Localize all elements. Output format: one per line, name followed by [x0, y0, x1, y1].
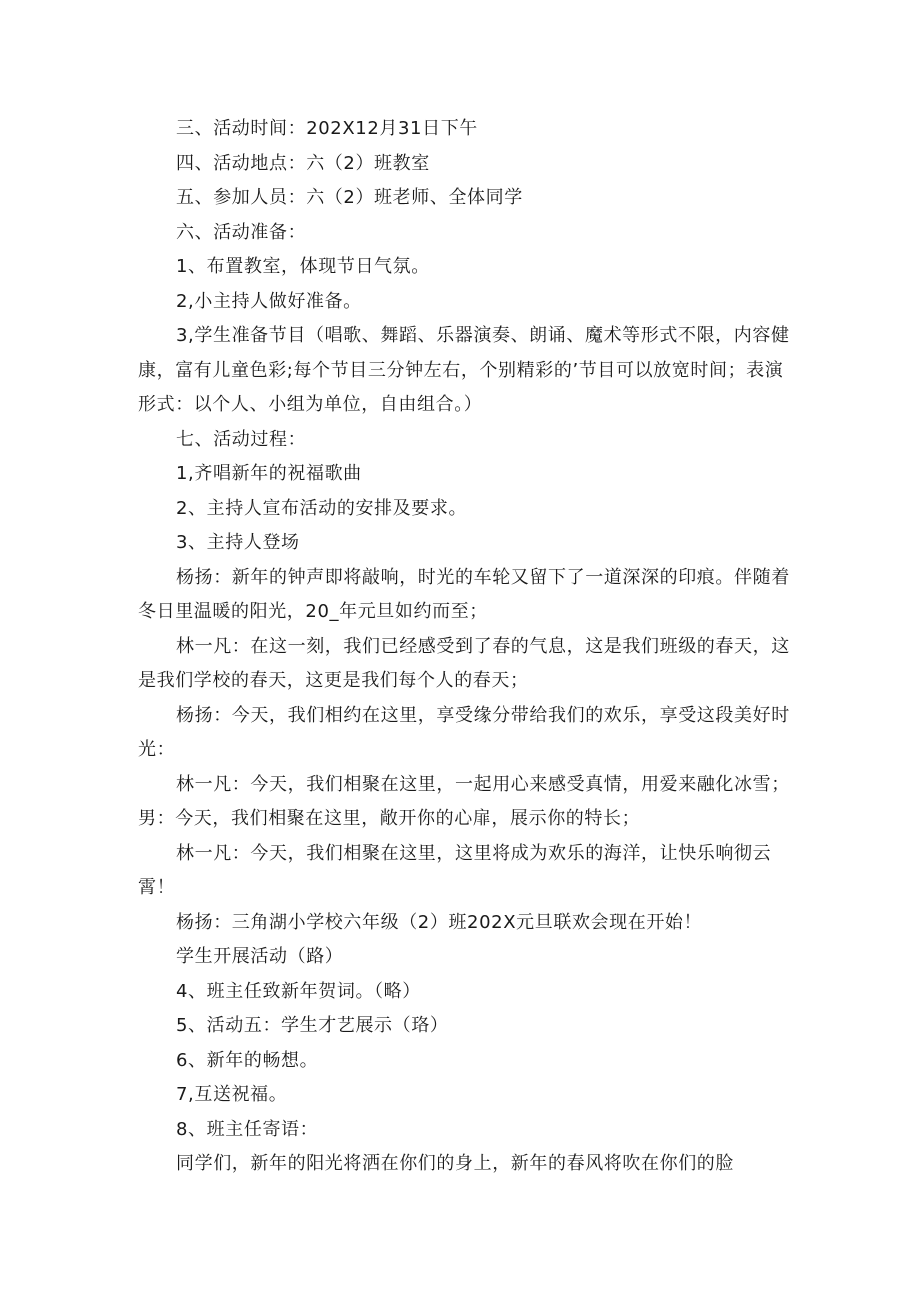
paragraph-process-item-5: 5、活动五：学生才艺展示（珞） — [176, 1015, 449, 1036]
paragraph-process-item-6: 6、新年的畅想。 — [176, 1049, 319, 1071]
paragraph-activity-location: 四、活动地点：六（2）班教室 — [176, 152, 430, 174]
paragraph-host-line-4: 林一凡：今天，我们相聚在这里，一起用心来感受真情，用爱来融化冰雪；男：今天，我们相聚在这里，敞开你的心扉，展示你的特长； — [138, 773, 790, 829]
paragraph-participants: 五、参加人员：六（2）班老师、全体同学 — [176, 187, 523, 208]
paragraph-process-item-2: 2、主持人宣布活动的安排及要求。 — [176, 497, 468, 519]
paragraph-teacher-message: 同学们，新年的阳光将洒在你们的身上，新年的春风将吹在你们的脸 — [176, 1153, 734, 1174]
paragraph-process-heading: 七、活动过程： — [176, 428, 307, 450]
paragraph-student-activity: 学生开展活动（路） — [176, 946, 344, 967]
paragraph-prep-item-1: 1、布置教室，体现节日气氛。 — [176, 256, 430, 277]
document-body — [138, 112, 794, 1182]
paragraph-process-item-1: 1,齐唱新年的祝福歌曲 — [176, 463, 362, 484]
paragraph-host-line-3: 杨扬：今天，我们相约在这里，享受缘分带给我们的欢乐，享受这段美好时光： — [138, 704, 790, 760]
paragraph-host-line-2: 林一凡：在这一刻，我们已经感受到了春的气息，这是我们班级的春天，这是我们学校的春天，这更是我们每个人的春天； — [138, 635, 790, 691]
paragraph-process-item-4: 4、班主任致新年贺词。（略） — [176, 980, 421, 1002]
paragraph-prep-item-3: 3,学生准备节目（唱歌、舞蹈、乐器演奏、朗诵、魔术等形式不限，内容健康，富有儿童色彩;每个节目三分钟左右，个别精彩的’节目可以放宽时间；表演形式：以个人、小组为单位，自由组合。） — [138, 325, 790, 415]
paragraph-host-line-6: 杨扬：三角湖小学校六年级（2）班202X元旦联欢会现在开始！ — [176, 911, 703, 933]
paragraph-process-item-3: 3、主持人登场 — [176, 532, 300, 553]
paragraph-prep-item-2: 2,小主持人做好准备。 — [176, 290, 362, 312]
paragraph-host-line-5: 林一凡：今天，我们相聚在这里，这里将成为欢乐的海洋，让快乐响彻云霄！ — [138, 842, 772, 898]
paragraph-process-item-7: 7,互送祝福。 — [176, 1084, 288, 1105]
paragraph-preparation-heading: 六、活动准备： — [176, 221, 307, 243]
paragraph-process-item-8: 8、班主任寄语： — [176, 1118, 319, 1140]
paragraph-host-line-1: 杨扬：新年的钟声即将敲响，时光的车轮又留下了一道深深的印痕。伴随着冬日里温暖的阳光，20_年元旦如约而至； — [138, 566, 790, 622]
paragraph-activity-time: 三、活动时间：202X12月31日下午 — [176, 118, 478, 139]
